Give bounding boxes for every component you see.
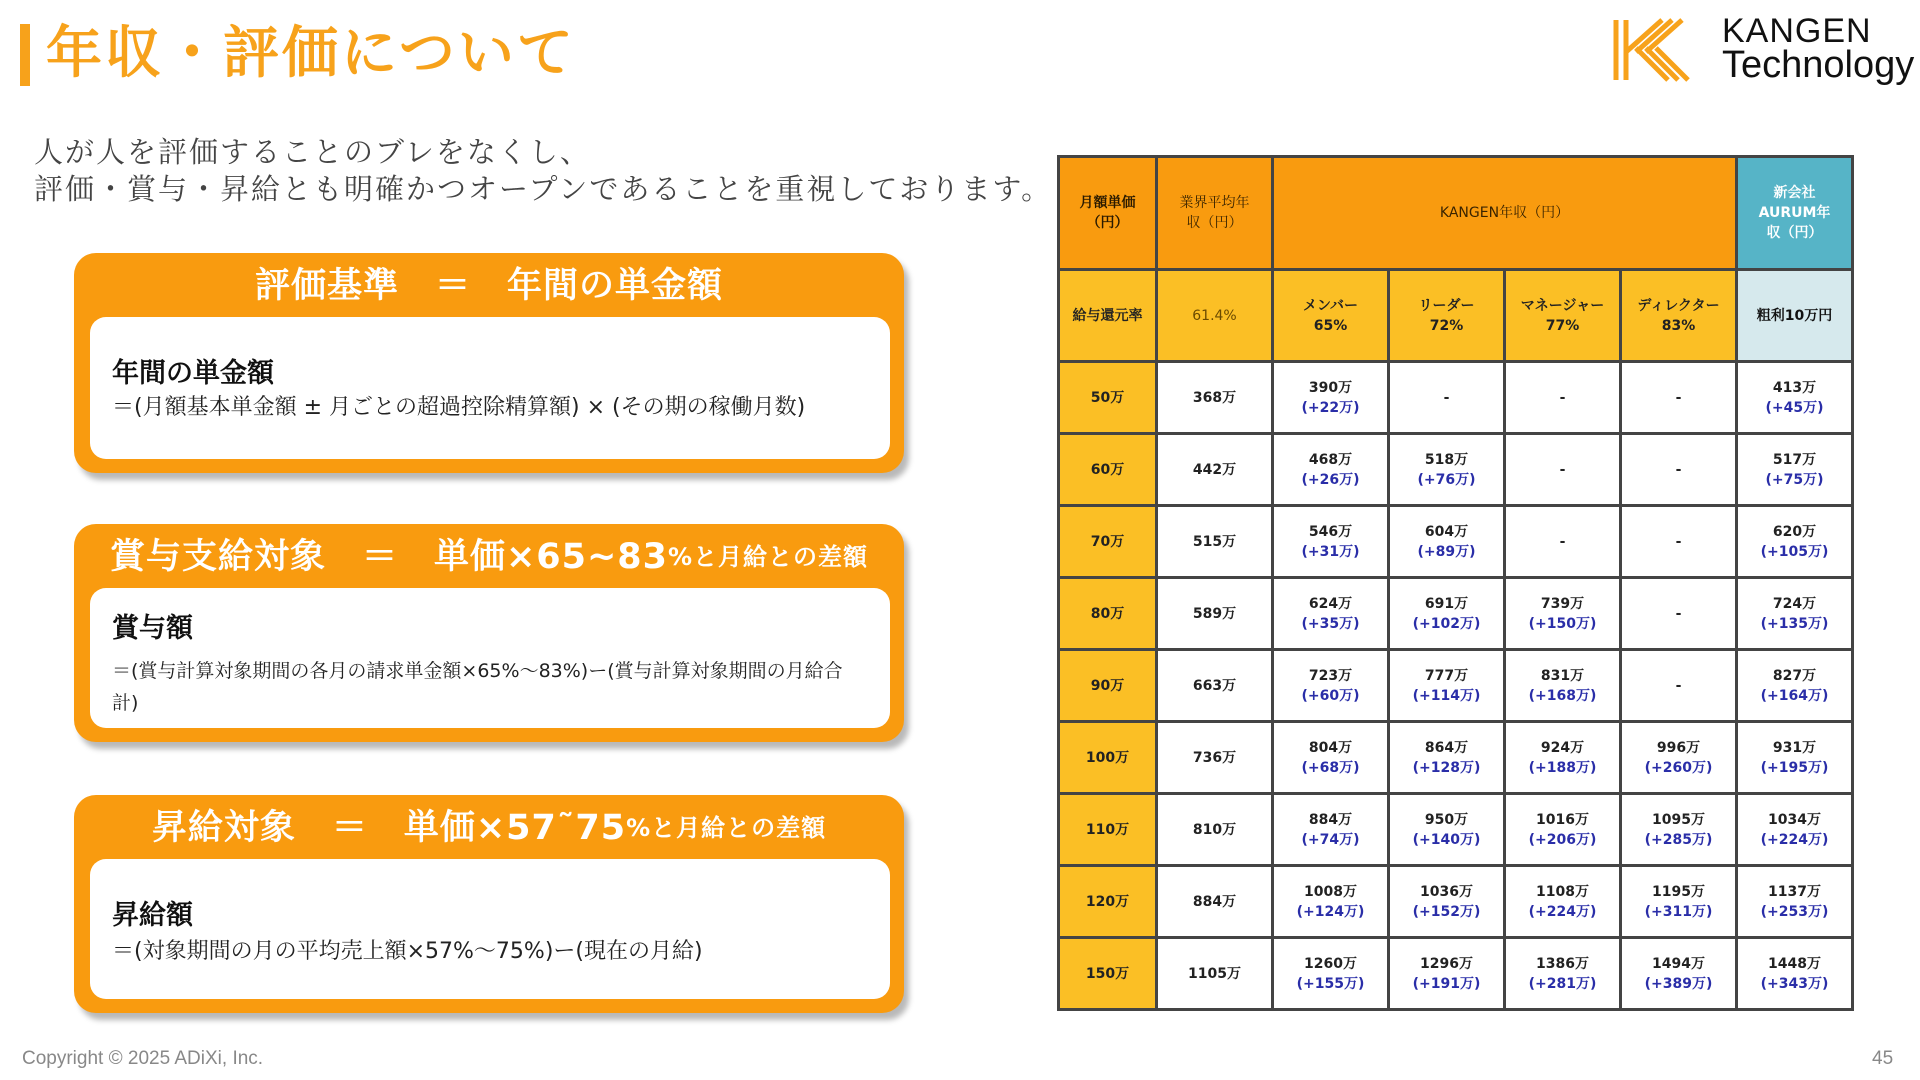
- role-director: [1621, 270, 1737, 362]
- aurum-salary-cell: [1737, 506, 1853, 578]
- salary-difference: (+22万): [1301, 399, 1360, 416]
- table-row: [1059, 506, 1853, 578]
- table-row: [1059, 866, 1853, 938]
- copyright: Copyright © 2025 ADiXi, Inc.: [22, 1048, 264, 1069]
- kangen-salary-cell: [1389, 434, 1505, 506]
- salary-difference: (+164万): [1760, 687, 1829, 704]
- row-industry-salary: 810万: [1157, 794, 1273, 866]
- kangen-salary-cell: [1389, 722, 1505, 794]
- salary-value: -: [1443, 389, 1450, 406]
- salary-value: -: [1675, 677, 1682, 694]
- intro-line1: 人が人を評価することのブレをなくし、: [34, 135, 591, 169]
- header-monthly-unit: 月額単価（円）: [1059, 157, 1157, 270]
- row-monthly-unit: 150万: [1059, 938, 1157, 1010]
- kangen-salary-cell: [1273, 938, 1389, 1010]
- card-bonus-target: [74, 524, 904, 742]
- card-body-title: 年間の単金額: [112, 358, 274, 389]
- salary-difference: (+195万): [1760, 759, 1829, 776]
- salary-value: 884万: [1308, 811, 1353, 828]
- salary-difference: (+224万): [1760, 831, 1829, 848]
- salary-value: 1195万: [1652, 883, 1705, 900]
- kangen-salary-cell: [1273, 722, 1389, 794]
- salary-value: 804万: [1308, 739, 1353, 756]
- aurum-salary-cell: [1737, 722, 1853, 794]
- salary-value: 777万: [1424, 667, 1469, 684]
- salary-difference: (+152万): [1412, 903, 1481, 920]
- card-header: [74, 253, 904, 313]
- salary-difference: (+45万): [1765, 399, 1824, 416]
- salary-difference: (+68万): [1301, 759, 1360, 776]
- salary-value: 723万: [1308, 667, 1353, 684]
- kangen-salary-cell: [1389, 938, 1505, 1010]
- salary-difference: (+128万): [1412, 759, 1481, 776]
- row-industry-salary: 589万: [1157, 578, 1273, 650]
- role-name: ディレクター: [1637, 297, 1720, 314]
- salary-difference: (+253万): [1760, 903, 1829, 920]
- card-body-text: ＝(賞与計算対象期間の各月の請求単金額×65%～83%)ー(賞与計算対象期間の月給合計): [112, 660, 843, 714]
- salary-difference: (+105万): [1760, 543, 1829, 560]
- card-body: [90, 859, 890, 999]
- salary-value: 1448万: [1768, 955, 1821, 972]
- salary-difference: (+31万): [1301, 543, 1360, 560]
- salary-value: 517万: [1772, 451, 1817, 468]
- aurum-salary-cell: [1737, 434, 1853, 506]
- salary-difference: (+343万): [1760, 975, 1829, 992]
- card-body-title: 賞与額: [112, 613, 193, 644]
- card-body-text: ＝(月額基本単金額 ± 月ごとの超過控除精算額) × (その期の稼働月数): [112, 395, 806, 420]
- card-body-text: ＝(対象期間の月の平均売上額×57%～75%)ー(現在の月給): [112, 939, 703, 964]
- row-industry-salary: 368万: [1157, 362, 1273, 434]
- kangen-salary-cell: [1273, 578, 1389, 650]
- role-name: メンバー: [1302, 297, 1359, 314]
- salary-value: 1036万: [1420, 883, 1473, 900]
- salary-difference: (+191万): [1412, 975, 1481, 992]
- row-industry-salary: 736万: [1157, 722, 1273, 794]
- kangen-salary-cell: [1389, 578, 1505, 650]
- salary-value: 864万: [1424, 739, 1469, 756]
- kangen-salary-cell: [1505, 362, 1621, 434]
- salary-difference: (+150万): [1528, 615, 1597, 632]
- salary-difference: (+168万): [1528, 687, 1597, 704]
- salary-difference: (+74万): [1301, 831, 1360, 848]
- kangen-salary-cell: [1621, 794, 1737, 866]
- card-body-title: 昇給額: [112, 900, 193, 931]
- table-row: [1059, 794, 1853, 866]
- card-header: [74, 524, 904, 584]
- kangen-salary-cell: [1389, 362, 1505, 434]
- salary-value: 827万: [1772, 667, 1817, 684]
- salary-value: -: [1559, 389, 1566, 406]
- table-row: [1059, 434, 1853, 506]
- salary-difference: (+135万): [1760, 615, 1829, 632]
- salary-value: 931万: [1772, 739, 1817, 756]
- salary-value: -: [1559, 461, 1566, 478]
- salary-value: 924万: [1540, 739, 1585, 756]
- salary-difference: (+124万): [1296, 903, 1365, 920]
- salary-difference: (+140万): [1412, 831, 1481, 848]
- aurum-salary-cell: [1737, 362, 1853, 434]
- card-body: [90, 317, 890, 459]
- aurum-salary-cell: [1737, 650, 1853, 722]
- salary-value: 546万: [1308, 523, 1353, 540]
- salary-value: 831万: [1540, 667, 1585, 684]
- kangen-k-icon: [1612, 18, 1698, 82]
- row-monthly-unit: 50万: [1059, 362, 1157, 434]
- salary-difference: (+224万): [1528, 903, 1597, 920]
- salary-value: 390万: [1308, 379, 1353, 396]
- logo-line2: Technology: [1722, 44, 1915, 86]
- kangen-salary-cell: [1505, 578, 1621, 650]
- industry-rate: 61.4%: [1157, 270, 1273, 362]
- salary-value: 518万: [1424, 451, 1469, 468]
- salary-value: 468万: [1308, 451, 1353, 468]
- kangen-salary-cell: [1505, 434, 1621, 506]
- kangen-salary-cell: [1389, 650, 1505, 722]
- aurum-salary-cell: [1737, 866, 1853, 938]
- table-row: [1059, 650, 1853, 722]
- salary-difference: (+260万): [1644, 759, 1713, 776]
- kangen-salary-cell: [1389, 506, 1505, 578]
- salary-difference: (+311万): [1644, 903, 1713, 920]
- title-accent-bar: [20, 24, 30, 86]
- row-industry-salary: 515万: [1157, 506, 1273, 578]
- salary-difference: (+75万): [1765, 471, 1824, 488]
- kangen-salary-cell: [1621, 722, 1737, 794]
- salary-value: 950万: [1424, 811, 1469, 828]
- card-header: [74, 795, 904, 855]
- card-header-small: %と月給との差額: [626, 813, 827, 842]
- kangen-salary-cell: [1273, 650, 1389, 722]
- salary-value: 1108万: [1536, 883, 1589, 900]
- kangen-salary-cell: [1273, 794, 1389, 866]
- salary-difference: (+26万): [1301, 471, 1360, 488]
- kangen-salary-cell: [1273, 434, 1389, 506]
- page-number: 45: [1872, 1048, 1894, 1069]
- row-monthly-unit: 60万: [1059, 434, 1157, 506]
- aurum-salary-cell: [1737, 578, 1853, 650]
- row-monthly-unit: 80万: [1059, 578, 1157, 650]
- kangen-salary-cell: [1621, 866, 1737, 938]
- page-title: 年収・評価について: [46, 21, 576, 86]
- kangen-salary-cell: [1273, 866, 1389, 938]
- kangen-salary-cell: [1505, 650, 1621, 722]
- kangen-salary-cell: [1621, 578, 1737, 650]
- intro-line2: 評価・賞与・昇給とも明確かつオープンであることを重視しております。: [34, 172, 1053, 206]
- kangen-salary-cell: [1389, 794, 1505, 866]
- role-manager: [1505, 270, 1621, 362]
- logo-line1: KANGEN: [1722, 12, 1872, 50]
- kangen-salary-cell: [1621, 938, 1737, 1010]
- salary-table: [1057, 155, 1854, 1011]
- row-monthly-unit: 120万: [1059, 866, 1157, 938]
- card-header-text: 評価基準 ＝ 年間の単金額: [254, 266, 723, 306]
- card-evaluation-criteria: [74, 253, 904, 473]
- salary-value: 604万: [1424, 523, 1469, 540]
- row-industry-salary: 884万: [1157, 866, 1273, 938]
- kangen-salary-cell: [1505, 938, 1621, 1010]
- row-monthly-unit: 110万: [1059, 794, 1157, 866]
- table-rate-row: [1059, 270, 1853, 362]
- card-raise-target: [74, 795, 904, 1013]
- row-monthly-unit: 70万: [1059, 506, 1157, 578]
- salary-value: 1296万: [1420, 955, 1473, 972]
- salary-value: 996万: [1656, 739, 1701, 756]
- salary-difference: (+76万): [1417, 471, 1476, 488]
- kangen-salary-cell: [1273, 506, 1389, 578]
- salary-difference: (+35万): [1301, 615, 1360, 632]
- aurum-note: 粗利10万円: [1737, 270, 1853, 362]
- row-industry-salary: 663万: [1157, 650, 1273, 722]
- salary-value: -: [1559, 533, 1566, 550]
- role-rate: 72%: [1429, 317, 1464, 334]
- aurum-salary-cell: [1737, 794, 1853, 866]
- header-kangen: KANGEN年収（円）: [1273, 157, 1737, 270]
- salary-value: 691万: [1424, 595, 1469, 612]
- salary-value: -: [1675, 461, 1682, 478]
- row-industry-salary: 1105万: [1157, 938, 1273, 1010]
- card-body: [90, 588, 890, 728]
- salary-value: 1386万: [1536, 955, 1589, 972]
- role-name: リーダー: [1418, 297, 1475, 314]
- kangen-salary-cell: [1505, 794, 1621, 866]
- salary-value: 413万: [1772, 379, 1817, 396]
- salary-difference: (+389万): [1644, 975, 1713, 992]
- salary-value: 1095万: [1652, 811, 1705, 828]
- table-header-row: [1059, 157, 1853, 270]
- salary-value: 1008万: [1304, 883, 1357, 900]
- role-rate: 65%: [1313, 317, 1348, 334]
- kangen-salary-cell: [1273, 362, 1389, 434]
- row-industry-salary: 442万: [1157, 434, 1273, 506]
- kangen-salary-cell: [1389, 866, 1505, 938]
- role-rate: 77%: [1545, 317, 1580, 334]
- row-monthly-unit: 100万: [1059, 722, 1157, 794]
- intro-text: [34, 134, 1052, 208]
- salary-difference: (+102万): [1412, 615, 1481, 632]
- salary-value: 739万: [1540, 595, 1585, 612]
- kangen-logo: [1612, 12, 1915, 86]
- table-row: [1059, 938, 1853, 1010]
- salary-value: 624万: [1308, 595, 1353, 612]
- salary-difference: (+60万): [1301, 687, 1360, 704]
- card-header-text: 昇給対象 ＝ 単価×57˜75: [151, 808, 627, 848]
- salary-value: 1260万: [1304, 955, 1357, 972]
- card-header-small: %と月給との差額: [668, 542, 869, 571]
- salary-value: 620万: [1772, 523, 1817, 540]
- table-row: [1059, 362, 1853, 434]
- role-name: マネージャー: [1520, 297, 1605, 314]
- table-row: [1059, 578, 1853, 650]
- salary-value: 1137万: [1768, 883, 1821, 900]
- kangen-salary-cell: [1505, 506, 1621, 578]
- kangen-salary-cell: [1621, 650, 1737, 722]
- kangen-salary-cell: [1505, 722, 1621, 794]
- salary-difference: (+285万): [1644, 831, 1713, 848]
- role-member: [1273, 270, 1389, 362]
- salary-value: 1016万: [1536, 811, 1589, 828]
- salary-value: -: [1675, 533, 1682, 550]
- salary-value: 1494万: [1652, 955, 1705, 972]
- kangen-salary-cell: [1621, 362, 1737, 434]
- salary-difference: (+188万): [1528, 759, 1597, 776]
- salary-value: -: [1675, 605, 1682, 622]
- header-industry-avg: 業界平均年収（円）: [1157, 157, 1273, 270]
- salary-value: 1034万: [1768, 811, 1821, 828]
- role-leader: [1389, 270, 1505, 362]
- kangen-salary-cell: [1621, 434, 1737, 506]
- kangen-salary-cell: [1621, 506, 1737, 578]
- header-rate: 給与還元率: [1059, 270, 1157, 362]
- kangen-salary-cell: [1505, 866, 1621, 938]
- card-header-text: 賞与支給対象 ＝ 単価×65~83: [109, 537, 669, 577]
- salary-difference: (+155万): [1296, 975, 1365, 992]
- row-monthly-unit: 90万: [1059, 650, 1157, 722]
- salary-value: 724万: [1772, 595, 1817, 612]
- header-aurum: 新会社AURUM年収（円）: [1737, 157, 1853, 270]
- aurum-salary-cell: [1737, 938, 1853, 1010]
- salary-difference: (+114万): [1412, 687, 1481, 704]
- role-rate: 83%: [1661, 317, 1696, 334]
- salary-difference: (+206万): [1528, 831, 1597, 848]
- salary-difference: (+89万): [1417, 543, 1476, 560]
- salary-table-grid: [1057, 155, 1854, 1011]
- salary-value: -: [1675, 389, 1682, 406]
- table-row: [1059, 722, 1853, 794]
- salary-difference: (+281万): [1528, 975, 1597, 992]
